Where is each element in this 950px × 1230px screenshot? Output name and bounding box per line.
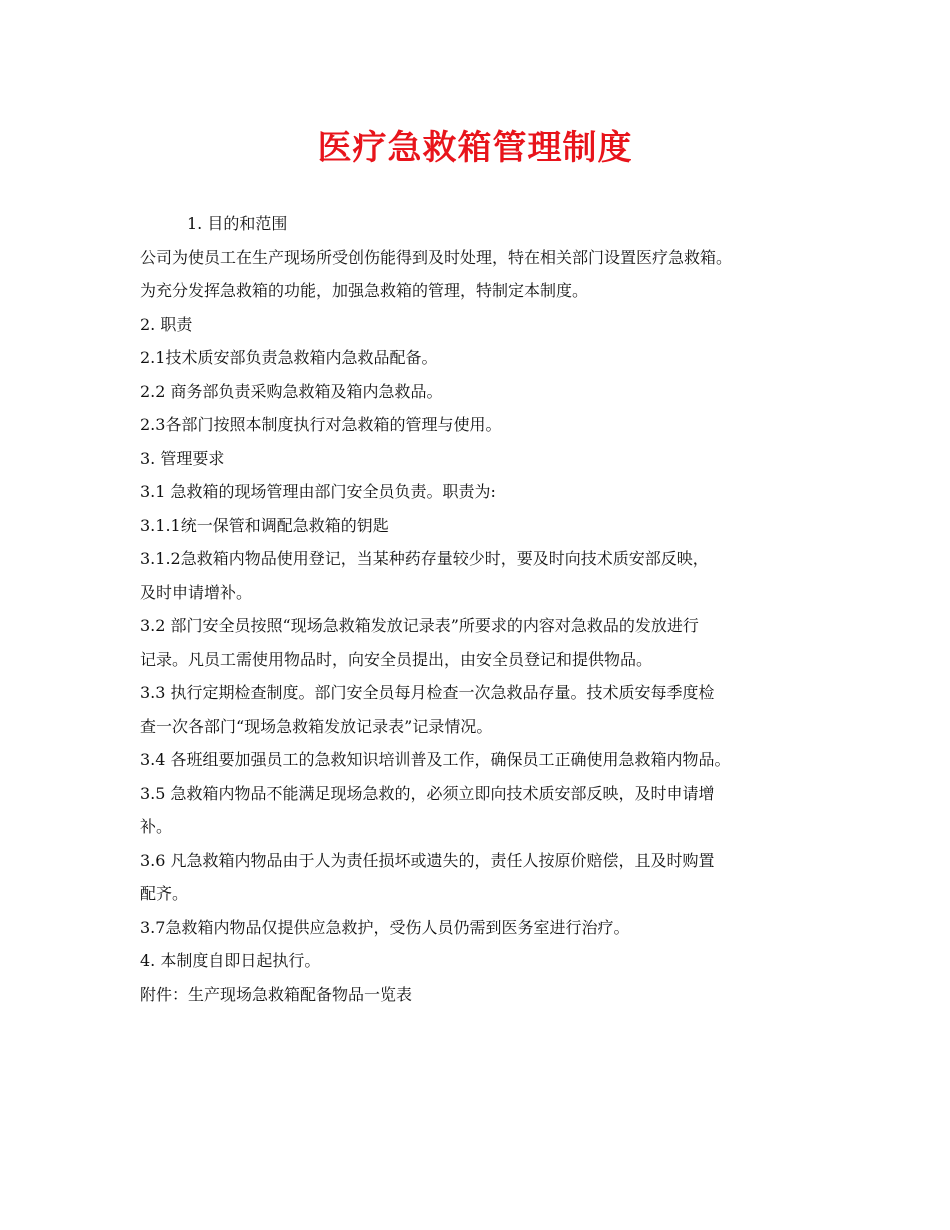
section-effective-date: 4. 本制度自即日起执行。	[140, 951, 321, 970]
clause-2-1: 2.1技术质安部负责急救箱内急救品配备。	[140, 348, 438, 367]
clause-2-3: 2.3各部门按照本制度执行对急救箱的管理与使用。	[140, 415, 502, 434]
clause-3-2-cont: 记录。凡员工需使用物品时，向安全员提出，由安全员登记和提供物品。	[140, 649, 653, 669]
clause-3-6-cont: 配齐。	[140, 884, 189, 903]
clause-3-3: 3.3 执行定期检查制度。部门安全员每月检查一次急救品存量。技术质安每季度检	[140, 683, 715, 702]
document-body	[140, 207, 830, 1011]
clause-3-1-2-cont: 及时申请增补。	[140, 582, 253, 602]
clause-2-2: 2.2 商务部负责采购急救箱及箱内急救品。	[140, 381, 443, 401]
attachment-line: 附件：生产现场急救箱配备物品一览表	[140, 984, 413, 1004]
section-heading-requirements: 3. 管理要求	[140, 448, 225, 468]
clause-3-1: 3.1 急救箱的现场管理由部门安全员负责。职责为:	[140, 482, 496, 501]
clause-3-3-cont: 查一次各部门“现场急救箱发放记录表”记录情况。	[140, 716, 493, 736]
clause-3-4: 3.4 各班组要加强员工的急救知识培训普及工作，确保员工正确使用急救箱内物品。	[140, 750, 731, 769]
section-heading-purpose: 1. 目的和范围	[187, 214, 288, 233]
clause-3-6: 3.6 凡急救箱内物品由于人为责任损坏或遗失的，责任人按原价赔偿，且及时购置	[140, 850, 715, 870]
clause-3-5: 3.5 急救箱内物品不能满足现场急救的，必须立即向技术质安部反映，及时申请增	[140, 783, 715, 803]
clause-3-1-2: 3.1.2急救箱内物品使用登记，当某种药存量较少时，要及时向技术质安部反映，	[140, 549, 709, 568]
document-title: 医疗急救箱管理制度	[317, 128, 633, 168]
clause-3-1-1: 3.1.1统一保管和调配急救箱的钥匙	[140, 515, 389, 535]
clause-3-5-cont: 补。	[140, 817, 173, 836]
paragraph-line: 公司为使员工在生产现场所受创伤能得到及时处理，特在相关部门设置医疗急救箱。	[140, 247, 733, 267]
clause-3-7: 3.7急救箱内物品仅提供应急救护，受伤人员仍需到医务室进行治疗。	[140, 917, 630, 937]
clause-3-2: 3.2 部门安全员按照“现场急救箱发放记录表”所要求的内容对急救品的发放进行	[140, 616, 699, 635]
section-heading-responsibilities: 2. 职责	[140, 314, 193, 334]
paragraph-line: 为充分发挥急救箱的功能，加强急救箱的管理，特制定本制度。	[140, 281, 589, 300]
